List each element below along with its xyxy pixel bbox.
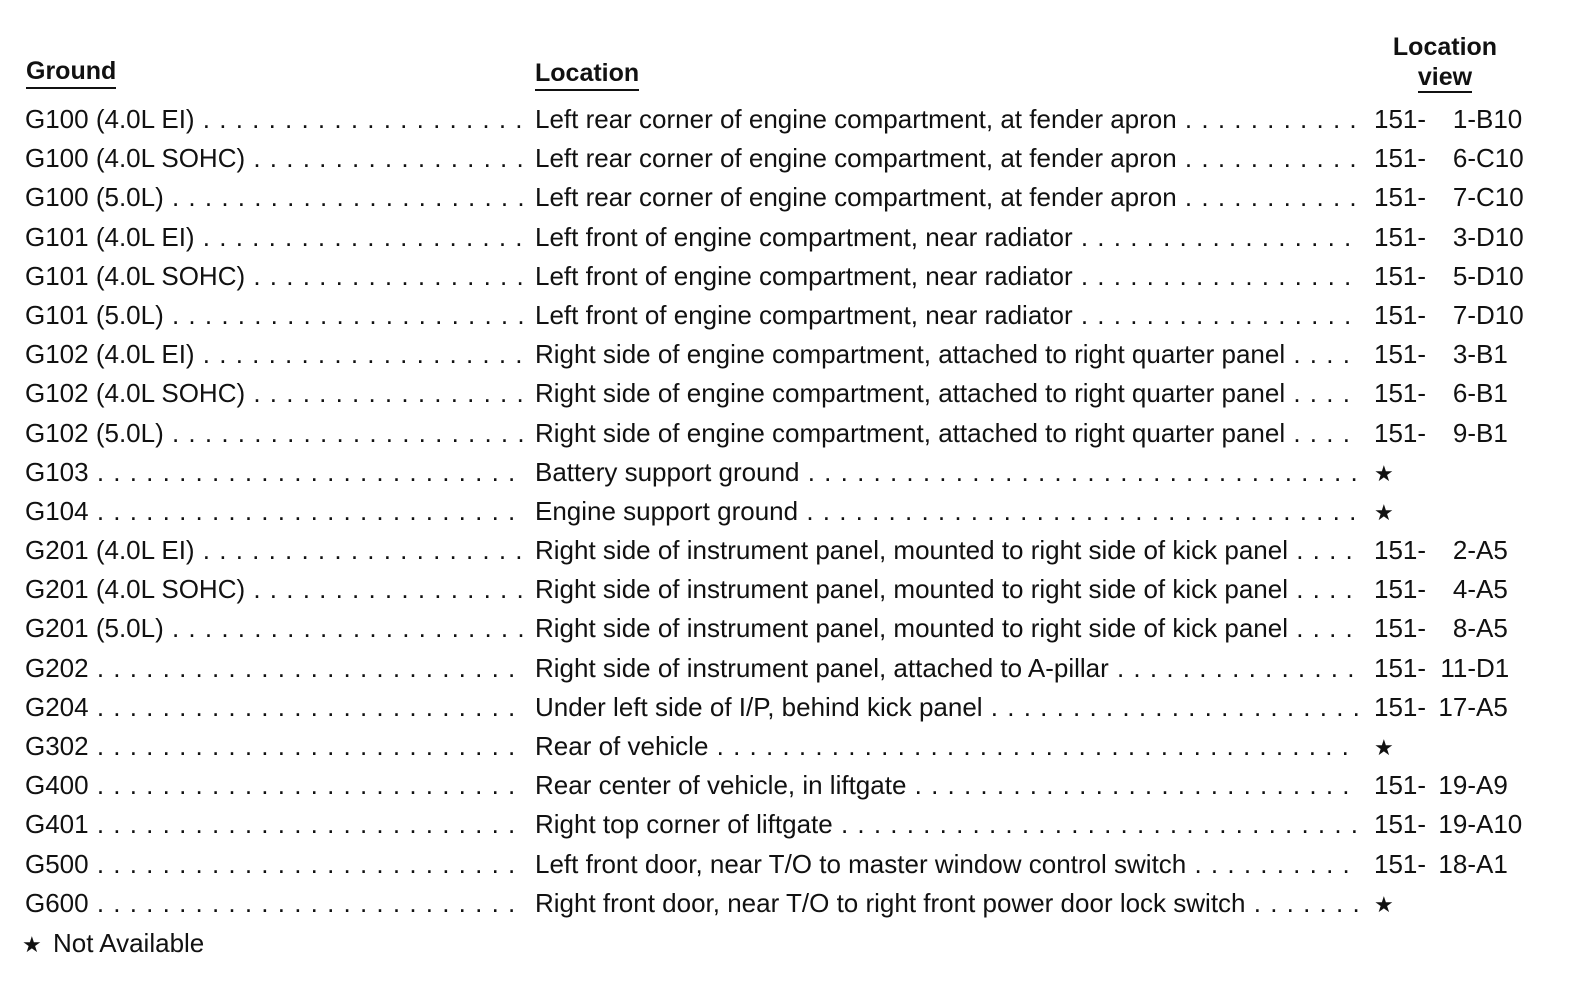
location-view [1374,139,1554,178]
view-grid: A5 [1476,535,1508,566]
location-text: Right top corner of liftgate [535,809,833,840]
header-view-line1: Location [1392,33,1498,61]
table-row [0,218,1588,257]
view-prefix: 151- [1374,104,1427,134]
location-view [1374,257,1554,296]
location-description [535,649,1360,688]
location-description [535,218,1360,257]
location-description [535,296,1360,335]
view-figure: 6- [1452,378,1476,409]
view-grid: D1 [1476,652,1510,683]
view-grid: C10 [1476,182,1524,213]
location-view [1374,335,1554,374]
location-description [535,727,1360,766]
ground-id [25,100,525,139]
view-grid: B10 [1476,104,1523,134]
table-row [0,688,1588,727]
ground-id-text: G202 [25,652,89,683]
location-text: Right front door, near T/O to right front power door lock switch [535,887,1246,918]
ground-id-text: G102 (4.0L SOHC) [25,378,246,409]
table-row [0,139,1588,178]
view-figure: 8- [1452,613,1476,644]
ground-id [25,766,525,805]
location-view [1374,178,1554,217]
location-text: Left front of engine compartment, near radiator [535,260,1073,291]
table-row [0,727,1588,766]
view-prefix: 151- [1374,770,1427,801]
ground-id [25,884,525,923]
view-figure: 7- [1452,299,1476,330]
ground-id-text: G201 (5.0L) [25,613,164,644]
table-row [0,178,1588,217]
star-icon: ★ [1374,499,1394,525]
ground-id-text: G401 [25,809,89,840]
view-figure: 2- [1452,535,1476,566]
ground-id-text: G600 [25,887,89,918]
header-ground [26,56,116,89]
view-prefix: 151- [1374,260,1427,291]
view-grid: C10 [1476,143,1524,174]
ground-id [25,649,525,688]
view-figure: 17- [1438,691,1476,722]
view-grid: D10 [1476,260,1524,291]
view-grid: A5 [1476,691,1508,722]
ground-id-text: G201 (4.0L EI) [25,535,195,566]
location-view [1374,414,1554,453]
star-icon: ★ [1374,891,1394,917]
location-text: Engine support ground [535,495,799,526]
ground-id-text: G103 [25,456,89,487]
header-location-label: Location [535,58,639,91]
view-figure: 18- [1438,848,1476,879]
view-figure: 19- [1438,809,1476,840]
table-row [0,374,1588,413]
ground-id [25,218,525,257]
table-row [0,257,1588,296]
table-row [0,609,1588,648]
location-text: Left front door, near T/O to master window control switch [535,848,1187,879]
location-text: Left rear corner of engine compartment, at fender apron [535,104,1177,134]
location-text: Left front of engine compartment, near radiator [535,299,1073,330]
view-grid: B1 [1476,378,1508,409]
view-figure: 7- [1452,182,1476,213]
view-figure: 1- [1452,104,1476,134]
table-row [0,805,1588,844]
location-view [1374,766,1554,805]
view-prefix: 151- [1374,339,1427,370]
view-prefix: 151- [1374,221,1427,252]
location-view [1374,570,1554,609]
ground-id [25,570,525,609]
ground-id [25,688,525,727]
location-description [535,100,1360,139]
ground-id [25,727,525,766]
location-text: Right side of engine compartment, attached to right quarter panel [535,378,1286,409]
location-description [535,257,1360,296]
location-description [535,884,1360,923]
ground-id-text: G104 [25,495,89,526]
star-icon: ★ [1374,735,1394,760]
location-description [535,570,1360,609]
table-row [0,453,1588,492]
view-grid: A1 [1476,848,1508,879]
table-row [0,884,1588,923]
table-row [0,100,1588,139]
view-grid: D10 [1476,299,1524,330]
location-text: Right side of engine compartment, attached to right quarter panel [535,339,1286,370]
view-figure: 11- [1440,652,1476,683]
view-grid: A10 [1476,809,1523,840]
header-ground-label: Ground [26,56,116,89]
view-figure: 6- [1452,143,1476,174]
table-row [0,414,1588,453]
location-description [535,139,1360,178]
location-view [1374,884,1554,924]
ground-table [0,100,1588,923]
view-prefix: 151- [1374,378,1427,409]
view-grid: A5 [1476,613,1508,644]
location-description [535,609,1360,648]
ground-id-text: G100 (4.0L SOHC) [25,143,246,174]
ground-id-text: G500 [25,848,89,879]
footnote [22,928,204,960]
table-row [0,531,1588,570]
location-view [1374,805,1554,844]
location-text: Left front of engine compartment, near radiator [535,221,1073,252]
view-prefix: 151- [1374,574,1427,605]
location-view [1374,727,1554,767]
table-row [0,845,1588,884]
table-row [0,649,1588,688]
ground-id-text: G101 (4.0L SOHC) [25,260,246,291]
view-prefix: 151- [1374,143,1427,174]
view-figure: 3- [1452,339,1476,370]
ground-id [25,374,525,413]
ground-id [25,335,525,374]
location-text: Right side of instrument panel, mounted to right side of kick panel [535,574,1288,605]
location-text: Rear center of vehicle, in liftgate [535,770,907,801]
ground-id [25,492,525,531]
view-figure: 4- [1452,574,1476,605]
view-grid: A5 [1476,574,1508,605]
ground-id-text: G400 [25,770,89,801]
table-row [0,296,1588,335]
ground-id [25,805,525,844]
ground-id [25,609,525,648]
location-description [535,805,1360,844]
ground-id [25,845,525,884]
ground-id [25,414,525,453]
table-row [0,570,1588,609]
location-view [1374,453,1554,493]
view-prefix: 151- [1374,691,1427,722]
star-icon: ★ [1374,460,1394,486]
header-location-view [1390,32,1500,93]
ground-id-text: G102 (5.0L) [25,417,164,448]
location-text: Right side of engine compartment, attached to right quarter panel [535,417,1286,448]
view-prefix: 151- [1374,299,1427,330]
ground-id-text: G204 [25,691,89,722]
ground-id [25,453,525,492]
location-view [1374,845,1554,884]
location-description [535,414,1360,453]
table-row [0,492,1588,531]
view-prefix: 151- [1374,652,1427,683]
location-text: Right side of instrument panel, mounted to right side of kick panel [535,613,1288,644]
location-view [1374,218,1554,257]
location-description [535,492,1360,531]
location-description [535,766,1360,805]
view-figure: 5- [1452,260,1476,291]
location-description [535,845,1360,884]
location-text: Right side of instrument panel, mounted to right side of kick panel [535,535,1288,566]
ground-id-text: G100 (5.0L) [25,182,164,213]
location-view [1374,100,1554,139]
star-icon: ★ [22,932,42,957]
ground-id [25,178,525,217]
location-description [535,178,1360,217]
view-grid: B1 [1476,417,1508,448]
view-prefix: 151- [1374,613,1427,644]
ground-id [25,139,525,178]
view-grid: B1 [1476,339,1508,370]
location-view [1374,609,1554,648]
view-prefix: 151- [1374,809,1427,840]
footnote-text: Not Available [52,928,205,958]
ground-id [25,296,525,335]
location-description [535,374,1360,413]
location-description [535,453,1360,492]
ground-id [25,531,525,570]
view-prefix: 151- [1374,535,1427,566]
ground-id-text: G100 (4.0L EI) [25,104,195,134]
ground-id-text: G302 [25,731,89,761]
table-row [0,335,1588,374]
location-view [1374,649,1554,688]
location-view [1374,374,1554,413]
view-figure: 9- [1452,417,1476,448]
ground-id-text: G101 (5.0L) [25,299,164,330]
ground-id [25,257,525,296]
ground-id-text: G101 (4.0L EI) [25,221,195,252]
location-description [535,688,1360,727]
location-view [1374,688,1554,727]
location-view [1374,492,1554,532]
location-text: Left rear corner of engine compartment, at fender apron [535,143,1177,174]
location-description [535,335,1360,374]
ground-id-text: G201 (4.0L SOHC) [25,574,246,605]
location-text: Battery support ground [535,456,800,487]
view-figure: 19- [1438,770,1476,801]
location-text: Left rear corner of engine compartment, at fender apron [535,182,1177,213]
header-location [535,58,639,91]
view-grid: D10 [1476,221,1524,252]
header-view-line2: view [1417,63,1473,91]
ground-id-text: G102 (4.0L EI) [25,339,195,370]
view-prefix: 151- [1374,182,1427,213]
view-prefix: 151- [1374,417,1427,448]
location-text: Under left side of I/P, behind kick panel [535,691,983,722]
location-view [1374,531,1554,570]
location-text: Rear of vehicle [535,731,709,761]
location-text: Right side of instrument panel, attached to A-pillar [535,652,1109,683]
location-description [535,531,1360,570]
location-view [1374,296,1554,335]
table-row [0,766,1588,805]
view-prefix: 151- [1374,848,1427,879]
view-figure: 3- [1452,221,1476,252]
view-grid: A9 [1476,770,1508,801]
